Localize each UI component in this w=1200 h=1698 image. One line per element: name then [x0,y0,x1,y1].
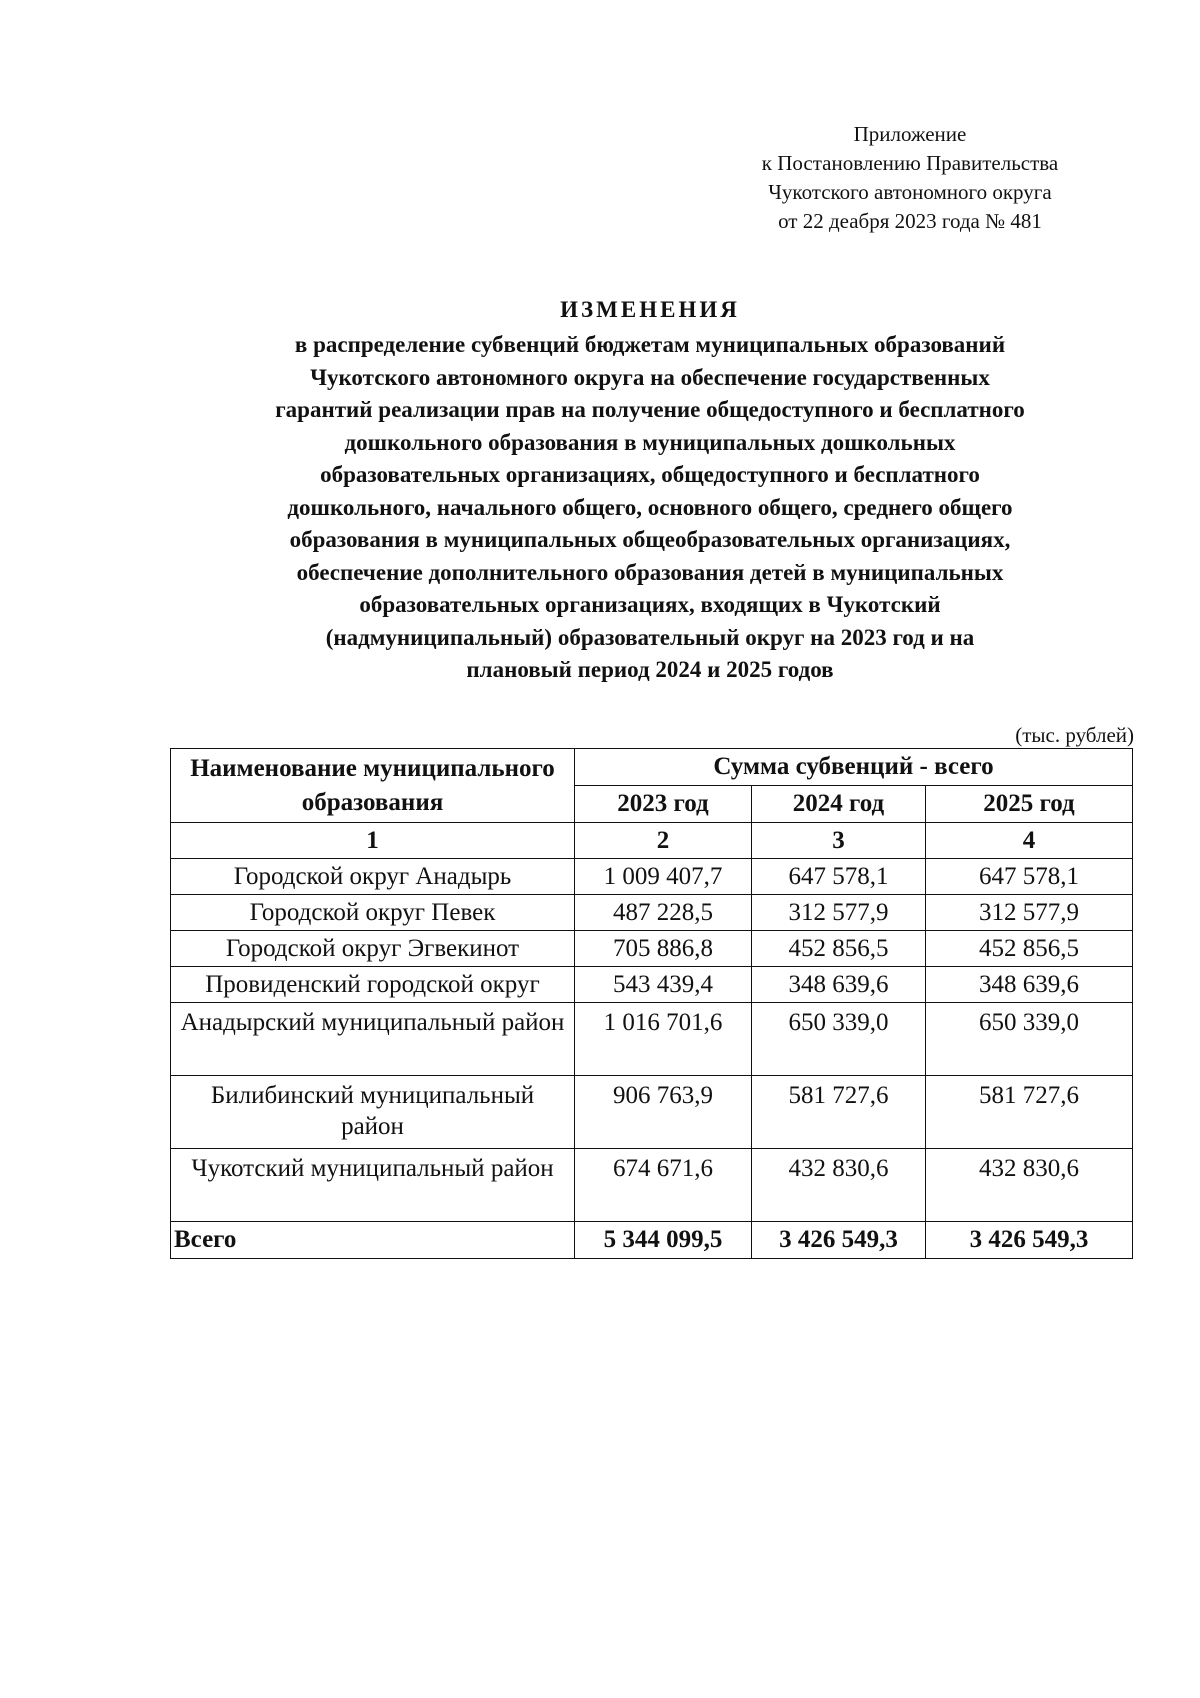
value-2023: 487 228,5 [575,895,752,931]
total-2023: 5 344 099,5 [575,1222,752,1259]
appendix-line: Приложение [853,122,967,146]
table-row [171,1149,1133,1222]
row-name: Городской округ Эгвекинот [171,931,575,967]
value-2025: 348 639,6 [926,967,1133,1003]
value-2024: 312 577,9 [752,895,926,931]
value-2023: 674 671,6 [575,1149,752,1222]
units-label: (тыс. рублей) [1015,723,1134,747]
value-2025: 432 830,6 [926,1149,1133,1222]
row-name: Анадырский муниципальный район [171,1003,575,1076]
value-2025: 650 339,0 [926,1003,1133,1076]
value-2024: 581 727,6 [752,1076,926,1149]
row-name: Городской округ Анадырь [171,859,575,895]
value-2025: 452 856,5 [926,931,1133,967]
value-2025: 581 727,6 [926,1076,1133,1149]
value-2023: 1 009 407,7 [575,859,752,895]
title-line: обеспечение дополнительного образования детей в муниципальных [296,559,1004,585]
row-name: Городской округ Певек [171,895,575,931]
value-2025: 647 578,1 [926,859,1133,895]
header-year-2024: 2024 год [752,786,926,823]
column-numbers-row [171,823,1133,859]
total-2024: 3 426 549,3 [752,1222,926,1259]
title-line: гарантий реализации прав на получение общедоступного и бесплатного [275,397,1025,422]
total-label: Всего [171,1222,575,1259]
value-2023: 906 763,9 [575,1076,752,1149]
row-name: Провиденский городской округ [171,967,575,1003]
subventions-table [170,748,1133,1259]
row-name: Чукотский муниципальный район [171,1149,575,1222]
appendix-line: Чукотского автономного округа [768,180,1052,204]
value-2023: 1 016 701,6 [575,1003,752,1076]
value-2024: 452 856,5 [752,931,926,967]
value-2024: 650 339,0 [752,1003,926,1076]
total-2025: 3 426 549,3 [926,1222,1133,1259]
table-row [171,859,1133,895]
document-title [150,295,1150,687]
value-2024: 348 639,6 [752,967,926,1003]
header-group: Сумма субвенций - всего [575,749,1133,786]
title-line: образовательных организациях, общедоступного и бесплатного [320,462,980,487]
row-name: Билибинский муниципальный район [171,1076,575,1149]
title-line: образования в муниципальных общеобразовательных организациях, [289,527,1011,552]
value-2023: 543 439,4 [575,967,752,1003]
title-line: (надмуниципальный) образовательный округ на 2023 год и на [325,624,975,650]
title-line: дошкольного образования в муниципальных дошкольных [344,429,956,455]
value-2025: 312 577,9 [926,895,1133,931]
table-row [171,1076,1133,1149]
title-main: ИЗМЕНЕНИЯ [560,297,740,322]
header-year-2023: 2023 год [575,786,752,823]
table-row [171,1003,1133,1076]
title-line: плановый период 2024 и 2025 годов [466,657,834,682]
title-line: в распределение субвенций бюджетам муниципальных образований [294,332,1006,357]
value-2024: 647 578,1 [752,859,926,895]
column-number: 2 [575,823,752,859]
table-row [171,967,1133,1003]
column-number: 3 [752,823,926,859]
table-row [171,931,1133,967]
column-number: 4 [926,823,1133,859]
header-name-text: Наименование муниципального образования [190,754,555,816]
appendix-line: от 22 деабря 2023 года № 481 [778,209,1042,233]
column-number: 1 [171,823,575,859]
total-row [171,1222,1133,1259]
header-year-2025: 2025 год [926,786,1133,823]
table-row [171,895,1133,931]
value-2024: 432 830,6 [752,1149,926,1222]
title-line: дошкольного, начального общего, основного общего, среднего общего [287,494,1013,520]
value-2023: 705 886,8 [575,931,752,967]
title-line: образовательных организациях, входящих в Чукотский [359,592,941,617]
header-name [171,749,575,823]
appendix-block [735,120,1085,236]
appendix-line: к Постановлению Правительства [761,151,1059,175]
title-line: Чукотского автономного округа на обеспечение государственных [310,364,990,390]
